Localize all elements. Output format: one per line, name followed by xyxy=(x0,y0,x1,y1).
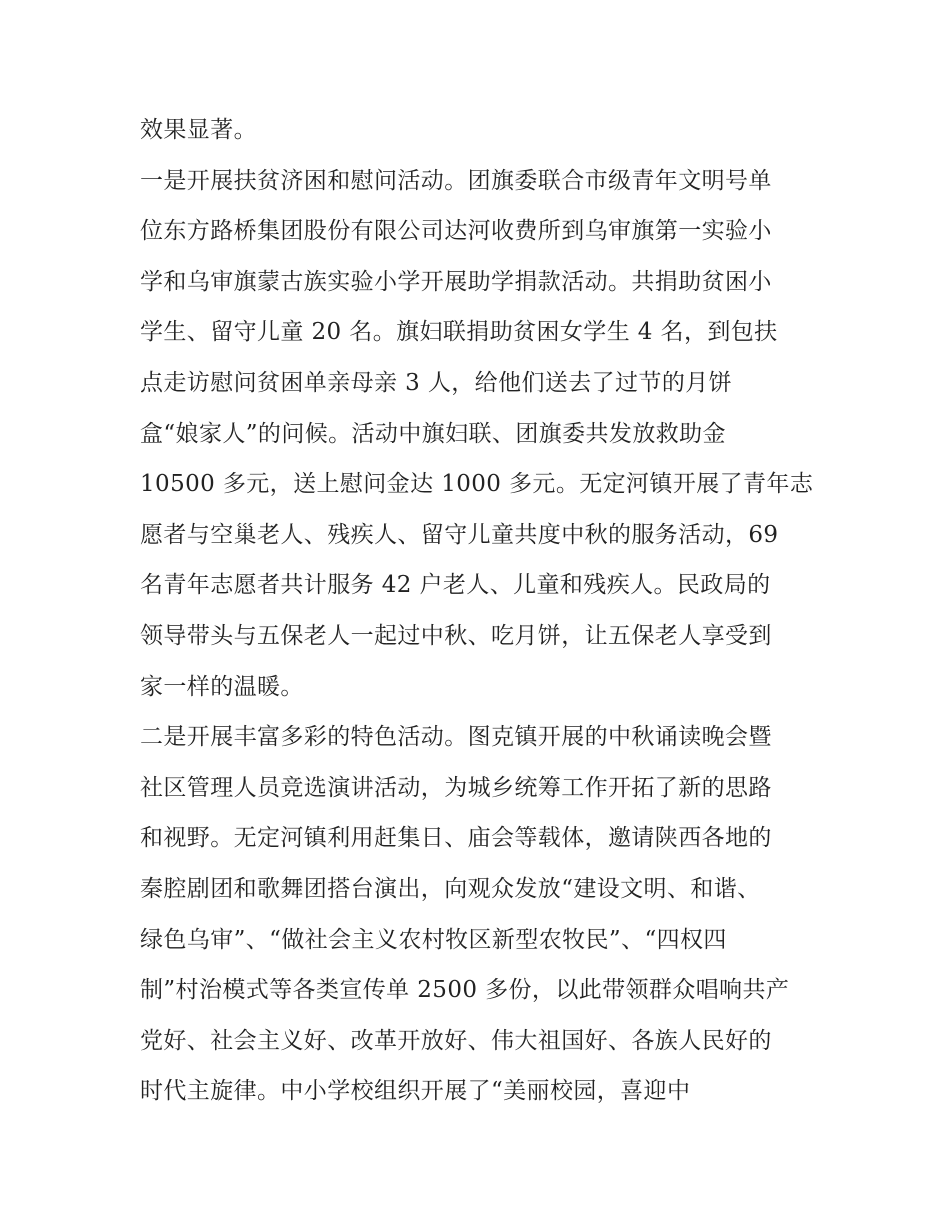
text-line: 位东方路桥集团股份有限公司达河收费所到乌审旗第一实验小 xyxy=(140,218,772,245)
text-line: 二是开展丰富多彩的特色活动。图克镇开展的中秋诵读晚会暨 xyxy=(140,724,772,751)
text-line: 学生、留守儿童 20 名。旗妇联捐助贫困女学生 4 名，到包扶 xyxy=(140,319,778,346)
text-line: 社区管理人员竞选演讲活动，为城乡统筹工作开拓了新的思路 xyxy=(140,774,772,801)
text-line: 和视野。无定河镇利用赶集日、庙会等载体，邀请陕西各地的 xyxy=(140,825,772,852)
text-line: 名青年志愿者共计服务 42 户老人、儿童和残疾人。民政局的 xyxy=(140,572,771,599)
text-line: 点走访慰问贫困单亲母亲 3 人，给他们送去了过节的月饼 xyxy=(140,369,733,396)
text-line: 效果显著。 xyxy=(140,117,257,143)
text-line: 秦腔剧团和歌舞团搭台演出，向观众发放“建设文明、和谐、 xyxy=(140,875,761,902)
text-line: 党好、社会主义好、改革开放好、伟大祖国好、各族人民好的 xyxy=(140,1027,772,1054)
text-line: 10500 多元，送上慰问金达 1000 多元。无定河镇开展了青年志 xyxy=(140,471,814,498)
text-line: 家一样的温暖。 xyxy=(140,673,304,700)
body-text xyxy=(140,105,820,1117)
text-line: 愿者与空巢老人、残疾人、留守儿童共度中秋的服务活动，69 xyxy=(140,521,779,548)
text-line: 一是开展扶贫济困和慰问活动。团旗委联合市级青年文明号单 xyxy=(140,167,772,194)
text-line: 制”村治模式等各类宣传单 2500 多份，以此带领群众唱响共产 xyxy=(140,977,790,1004)
text-line: 领导带头与五保老人一起过中秋、吃月饼，让五保老人享受到 xyxy=(140,622,772,649)
text-line: 学和乌审旗蒙古族实验小学开展助学捐款活动。共捐助贫困小 xyxy=(140,268,772,295)
text-line: 盒“娘家人”的问候。活动中旗妇联、团旗委共发放救助金 xyxy=(140,420,726,447)
text-line: 绿色乌审”、“做社会主义农村牧区新型农牧民”、“四权四 xyxy=(140,926,727,953)
text-line: 时代主旋律。中小学校组织开展了“美丽校园，喜迎中 xyxy=(140,1078,691,1105)
